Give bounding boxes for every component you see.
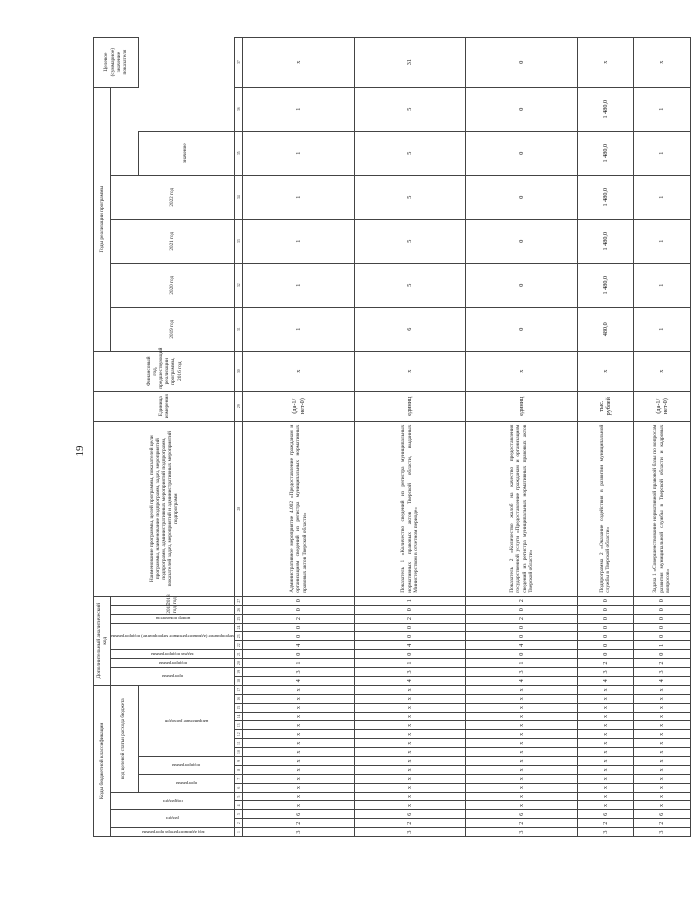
year-2020-header: 2020 год <box>111 263 235 307</box>
code-digit-cell: 6 <box>634 810 691 819</box>
year-value-cell: 0 <box>466 219 578 263</box>
code-digit-cell: 0 <box>577 614 633 623</box>
code-digit-cell: x <box>354 774 466 783</box>
year-2021-header: 2021 год <box>111 219 235 263</box>
code-digit-cell: x <box>354 801 466 810</box>
year-value-cell: 1 480,0 <box>577 175 633 219</box>
code-digit-cell: x <box>577 792 633 801</box>
code-digit-cell: 3 <box>354 828 466 837</box>
code-digit-cell: 0 <box>466 632 578 641</box>
column-index-cell: 32 <box>235 263 243 307</box>
column-index-cell: 6 <box>235 783 243 792</box>
table-row <box>634 37 691 836</box>
task-subprogram-header: задача подпрограммы <box>111 650 235 659</box>
code-digit-cell: 2 <box>634 819 691 828</box>
column-index-cell: 22 <box>235 641 243 650</box>
column-index-cell: 16 <box>235 694 243 703</box>
code-digit-cell: x <box>243 765 355 774</box>
code-digit-cell: x <box>354 792 466 801</box>
code-digit-cell: 2 <box>466 614 578 623</box>
unit-cell: единиц <box>354 391 466 421</box>
code-digit-cell: 2 <box>577 819 633 828</box>
year-2017-header: 2017 год <box>111 605 235 614</box>
code-digit-cell: x <box>354 703 466 712</box>
code-digit-cell: x <box>243 703 355 712</box>
code-digit-cell: 0 <box>577 641 633 650</box>
year-value-cell: 1 <box>243 131 355 175</box>
code-digit-cell: x <box>354 748 466 757</box>
code-digit-cell: 0 <box>577 596 633 605</box>
table-row <box>354 37 466 836</box>
code-digit-cell: 0 <box>577 632 633 641</box>
year-value-cell: 6 <box>354 307 466 351</box>
code-digit-cell: 0 <box>243 623 355 632</box>
column-index-cell: 19 <box>235 667 243 676</box>
column-index-cell: 13 <box>235 721 243 730</box>
program-col-header: программа <box>111 667 235 685</box>
code-digit-cell: x <box>354 783 466 792</box>
code-digit-cell: 0 <box>634 614 691 623</box>
column-index-row <box>235 37 243 836</box>
code-digit-cell: 3 <box>243 667 355 676</box>
code-digit-cell: x <box>634 721 691 730</box>
column-index-cell: 36 <box>235 87 243 131</box>
year-value-cell: 1 <box>634 175 691 219</box>
code-digit-cell: x <box>634 783 691 792</box>
year-value-cell: 1 <box>243 307 355 351</box>
code-digit-cell: x <box>243 730 355 739</box>
column-index-cell: 31 <box>235 307 243 351</box>
code-digit-cell: 0 <box>634 650 691 659</box>
code-digit-cell: x <box>634 801 691 810</box>
code-digit-cell: x <box>243 748 355 757</box>
column-index-cell: 34 <box>235 175 243 219</box>
unit-cell: (да-1/ нет-0) <box>243 391 355 421</box>
column-index-cell: 37 <box>235 37 243 87</box>
year-2019-header: 2019 год <box>111 307 235 351</box>
code-digit-cell: x <box>466 765 578 774</box>
code-digit-cell: 0 <box>634 596 691 605</box>
code-digit-cell: 1 <box>466 659 578 668</box>
code-digit-cell: x <box>466 756 578 765</box>
code-digit-cell: x <box>577 694 633 703</box>
year-value-cell: 1 <box>243 263 355 307</box>
year-value-cell: 1 <box>634 307 691 351</box>
code-digit-cell: 4 <box>466 641 578 650</box>
code-digit-cell: x <box>577 739 633 748</box>
fin-year-cell: x <box>354 351 466 391</box>
code-digit-cell: x <box>466 685 578 694</box>
program-header: программа <box>138 774 235 792</box>
code-digit-cell: 4 <box>577 676 633 685</box>
code-digit-cell: 0 <box>577 623 633 632</box>
code-digit-cell: x <box>634 730 691 739</box>
table-row <box>577 37 633 836</box>
year-value-cell: 1 480,0 <box>577 263 633 307</box>
indicator-name-cell: Показатель 2 «Количество жалоб на качество предоставления государственной услуги «Предоставление гражданам и организациям сведений из регистра муниципальных нормативных правовых актов Тверской области» <box>466 421 578 596</box>
column-index-cell: 3 <box>235 810 243 819</box>
code-digit-cell: x <box>466 712 578 721</box>
year-2018-header: 2018 год <box>111 596 235 605</box>
code-digit-cell: x <box>466 748 578 757</box>
code-digit-cell: x <box>354 712 466 721</box>
code-digit-cell: 4 <box>354 676 466 685</box>
year-value-cell: 5 <box>354 263 466 307</box>
years-group-header: Годы реализации программы <box>94 87 111 351</box>
column-index-cell: 4 <box>235 801 243 810</box>
code-digit-cell: x <box>466 730 578 739</box>
code-digit-cell: x <box>634 694 691 703</box>
column-index-cell: 28 <box>235 421 243 596</box>
column-index-cell: 27 <box>235 596 243 605</box>
code-digit-cell: 3 <box>577 667 633 676</box>
code-digit-cell: x <box>466 703 578 712</box>
column-index-cell: 15 <box>235 703 243 712</box>
table-row <box>466 37 578 836</box>
year-value-cell: 480,0 <box>577 307 633 351</box>
column-index-cell: 8 <box>235 765 243 774</box>
code-digit-cell: 3 <box>577 828 633 837</box>
code-digit-cell: x <box>243 685 355 694</box>
program-indicators-table <box>93 37 691 837</box>
column-index-cell: 25 <box>235 614 243 623</box>
code-digit-cell: x <box>466 739 578 748</box>
year-value-cell: 1 <box>243 175 355 219</box>
code-digit-cell: 2 <box>466 819 578 828</box>
name-header: Наименование программы, целей программы, показателей цели программы, наименование подпрограмм, задач, мероприятий подпрограмм, административных мероприятий подпрограмм, показателей задач, мероприятий и административных мероприятий подпрограмм <box>94 421 235 596</box>
code-digit-cell: 3 <box>243 828 355 837</box>
code-digit-cell: 0 <box>243 650 355 659</box>
budget-codes-header: Коды бюджетной классификации <box>94 685 111 836</box>
column-index-cell: 18 <box>235 676 243 685</box>
table-row <box>243 37 355 836</box>
column-index-cell: 24 <box>235 623 243 632</box>
code-digit-cell: 4 <box>243 641 355 650</box>
code-digit-cell: x <box>577 783 633 792</box>
code-digit-cell: x <box>243 694 355 703</box>
code-digit-cell: x <box>577 774 633 783</box>
indicator-name-cell: Задача 1 «Совершенствование нормативной правовой базы по вопросам развития муниципальной службы в Тверской области и кадровых вопросов» <box>634 421 691 596</box>
column-index-cell: 9 <box>235 756 243 765</box>
code-digit-cell: x <box>466 792 578 801</box>
fin-year-cell: x <box>466 351 578 391</box>
code-digit-cell: x <box>354 739 466 748</box>
code-digit-cell: 1 <box>354 596 466 605</box>
year-value-cell: 1 <box>634 131 691 175</box>
code-digit-cell: 3 <box>354 667 466 676</box>
code-digit-cell: x <box>634 774 691 783</box>
code-digit-cell: 4 <box>634 676 691 685</box>
code-digit-cell: 3 <box>634 828 691 837</box>
code-digit-cell: x <box>243 792 355 801</box>
code-digit-cell: x <box>466 694 578 703</box>
fin-year-cell: x <box>577 351 633 391</box>
code-digit-cell: 2 <box>354 614 466 623</box>
direction-header: направление расходов <box>138 685 235 756</box>
code-digit-cell: 0 <box>466 650 578 659</box>
indicator-name-cell: Показатель 1 «Количество сведений из регистра муниципальных нормативных правовых актов Тверской области, выданных Министерством в отчетном периоде» <box>354 421 466 596</box>
code-digit-cell: x <box>354 765 466 774</box>
column-index-cell: 14 <box>235 712 243 721</box>
year-value-cell: 1 <box>634 263 691 307</box>
code-digit-cell: x <box>634 712 691 721</box>
column-index-cell: 1 <box>235 828 243 837</box>
target-article-header: код целевой статьи расхода бюджета <box>111 685 138 792</box>
code-digit-cell: x <box>466 783 578 792</box>
fin-year-cell: x <box>634 351 691 391</box>
code-digit-cell: 6 <box>354 810 466 819</box>
column-index-cell: 33 <box>235 219 243 263</box>
code-digit-cell: x <box>577 712 633 721</box>
code-digit-cell: 0 <box>634 632 691 641</box>
code-digit-cell: 4 <box>466 676 578 685</box>
page-number: 19 <box>74 445 86 457</box>
unit-cell: (да-1/ нет-0) <box>634 391 691 421</box>
target-value-cell: 0 <box>466 37 578 87</box>
code-digit-cell: 1 <box>243 659 355 668</box>
code-digit-cell: 3 <box>466 828 578 837</box>
column-index-cell: 20 <box>235 659 243 668</box>
year-value-cell: 0 <box>466 131 578 175</box>
code-digit-cell: x <box>243 801 355 810</box>
code-digit-cell: x <box>577 765 633 774</box>
code-digit-cell: x <box>634 792 691 801</box>
code-digit-cell: 0 <box>354 623 466 632</box>
target-value-header: значение <box>138 131 235 175</box>
code-digit-cell: x <box>466 774 578 783</box>
code-digit-cell: x <box>577 685 633 694</box>
code-digit-cell: 6 <box>243 810 355 819</box>
code-digit-cell: x <box>634 765 691 774</box>
year-value-cell: 1 <box>243 87 355 131</box>
code-digit-cell: x <box>243 756 355 765</box>
code-digit-cell: x <box>634 703 691 712</box>
event-subprogram-header: мероприятие (административное мероприятие) подпрограммы <box>111 623 235 650</box>
code-digit-cell: 2 <box>243 819 355 828</box>
code-digit-cell: 4 <box>243 676 355 685</box>
code-digit-cell: 0 <box>243 596 355 605</box>
column-index-cell: 17 <box>235 685 243 694</box>
subprogram-header: подпрограмма <box>138 756 235 774</box>
code-digit-cell: 0 <box>354 605 466 614</box>
code-digit-cell: x <box>577 721 633 730</box>
year-value-cell: 1 480,0 <box>577 131 633 175</box>
code-digit-cell: x <box>243 712 355 721</box>
fin-year-header: Финансовый год, предшествующий реализации программы, 2016 год <box>94 351 235 391</box>
target-value-cell: x <box>634 37 691 87</box>
code-digit-cell: 3 <box>466 667 578 676</box>
year-value-cell: 0 <box>466 87 578 131</box>
year-value-cell: 1 <box>634 219 691 263</box>
code-digit-cell: x <box>634 756 691 765</box>
admin-code-header: код администратора программы <box>111 828 235 837</box>
target-value-cell: x <box>577 37 633 87</box>
code-digit-cell: 2 <box>466 596 578 605</box>
code-digit-cell: 0 <box>243 605 355 614</box>
code-digit-cell: 2 <box>577 659 633 668</box>
code-digit-cell: x <box>634 748 691 757</box>
code-digit-cell: x <box>577 730 633 739</box>
code-digit-cell: x <box>354 694 466 703</box>
code-digit-cell: x <box>354 756 466 765</box>
year-value-cell: 5 <box>354 87 466 131</box>
column-index-cell: 7 <box>235 774 243 783</box>
code-digit-cell: x <box>577 748 633 757</box>
code-digit-cell: 0 <box>466 605 578 614</box>
column-index-cell: 2 <box>235 819 243 828</box>
code-digit-cell: 3 <box>634 667 691 676</box>
code-digit-cell: x <box>634 685 691 694</box>
code-digit-cell: 1 <box>634 641 691 650</box>
unit-header: Единица измерения <box>94 391 235 421</box>
target-group-header: Целевое (суммарное) значение показателя <box>94 37 139 87</box>
rotated-page-content <box>93 47 672 837</box>
code-digit-cell: x <box>634 739 691 748</box>
code-digit-cell: x <box>243 721 355 730</box>
unit-cell: тыс. рублей <box>577 391 633 421</box>
year-value-cell: 1 <box>634 87 691 131</box>
column-index-cell: 26 <box>235 605 243 614</box>
code-digit-cell: x <box>354 721 466 730</box>
code-digit-cell: 0 <box>634 605 691 614</box>
code-digit-cell: 0 <box>354 650 466 659</box>
code-digit-cell: 2 <box>354 819 466 828</box>
code-digit-cell: x <box>354 730 466 739</box>
code-digit-cell: 0 <box>354 632 466 641</box>
target-value-cell: x <box>243 37 355 87</box>
event-number-header: номер показателя <box>111 614 235 623</box>
code-digit-cell: x <box>577 801 633 810</box>
code-digit-cell: x <box>466 721 578 730</box>
additional-analytics-header: Дополнительный аналитический код <box>94 596 111 685</box>
code-digit-cell: 6 <box>466 810 578 819</box>
code-digit-cell: 6 <box>577 810 633 819</box>
fin-year-cell: x <box>243 351 355 391</box>
code-digit-cell: 4 <box>354 641 466 650</box>
year-value-cell: 0 <box>466 175 578 219</box>
code-digit-cell: x <box>243 739 355 748</box>
code-digit-cell: 2 <box>243 614 355 623</box>
code-digit-cell: 2 <box>634 659 691 668</box>
column-index-cell: 5 <box>235 792 243 801</box>
column-index-cell: 21 <box>235 650 243 659</box>
indicator-name-cell: Подпрограмма 2 «Оказание содействия в развитии муниципальной службы в Тверской области» <box>577 421 633 596</box>
column-index-cell: 23 <box>235 632 243 641</box>
year-value-cell: 0 <box>466 263 578 307</box>
indicator-name-cell: Административное мероприятие 4.002 «Предоставление гражданам и организациям сведений из регистра муниципальных нормативных правовых актов Тверской области» <box>243 421 355 596</box>
year-2022-header: 2022 год <box>111 175 235 219</box>
code-digit-cell: x <box>354 685 466 694</box>
code-digit-cell: 1 <box>354 659 466 668</box>
year-value-cell: 1 480,0 <box>577 87 633 131</box>
column-index-cell: 35 <box>235 131 243 175</box>
code-digit-cell: x <box>577 756 633 765</box>
subprogram-col-header: подпрограмма <box>111 659 235 668</box>
column-index-cell: 30 <box>235 351 243 391</box>
code-digit-cell: x <box>243 783 355 792</box>
target-value-cell: 31 <box>354 37 466 87</box>
year-value-cell: 1 480,0 <box>577 219 633 263</box>
code-digit-cell: 0 <box>634 623 691 632</box>
code-digit-cell: x <box>466 801 578 810</box>
column-index-cell: 10 <box>235 748 243 757</box>
year-value-cell: 5 <box>354 131 466 175</box>
code-digit-cell: 0 <box>577 605 633 614</box>
code-digit-cell: 0 <box>243 632 355 641</box>
column-index-cell: 29 <box>235 391 243 421</box>
year-value-cell: 5 <box>354 219 466 263</box>
code-digit-cell: 0 <box>466 623 578 632</box>
code-digit-cell: x <box>577 703 633 712</box>
subsection-header: подраздел <box>111 792 235 810</box>
unit-cell: единиц <box>466 391 578 421</box>
code-digit-cell: 0 <box>577 650 633 659</box>
year-value-cell: 0 <box>466 307 578 351</box>
year-value-cell: 5 <box>354 175 466 219</box>
code-digit-cell: x <box>243 774 355 783</box>
year-value-cell: 1 <box>243 219 355 263</box>
column-index-cell: 11 <box>235 739 243 748</box>
section-header: раздел <box>111 810 235 828</box>
column-index-cell: 12 <box>235 730 243 739</box>
